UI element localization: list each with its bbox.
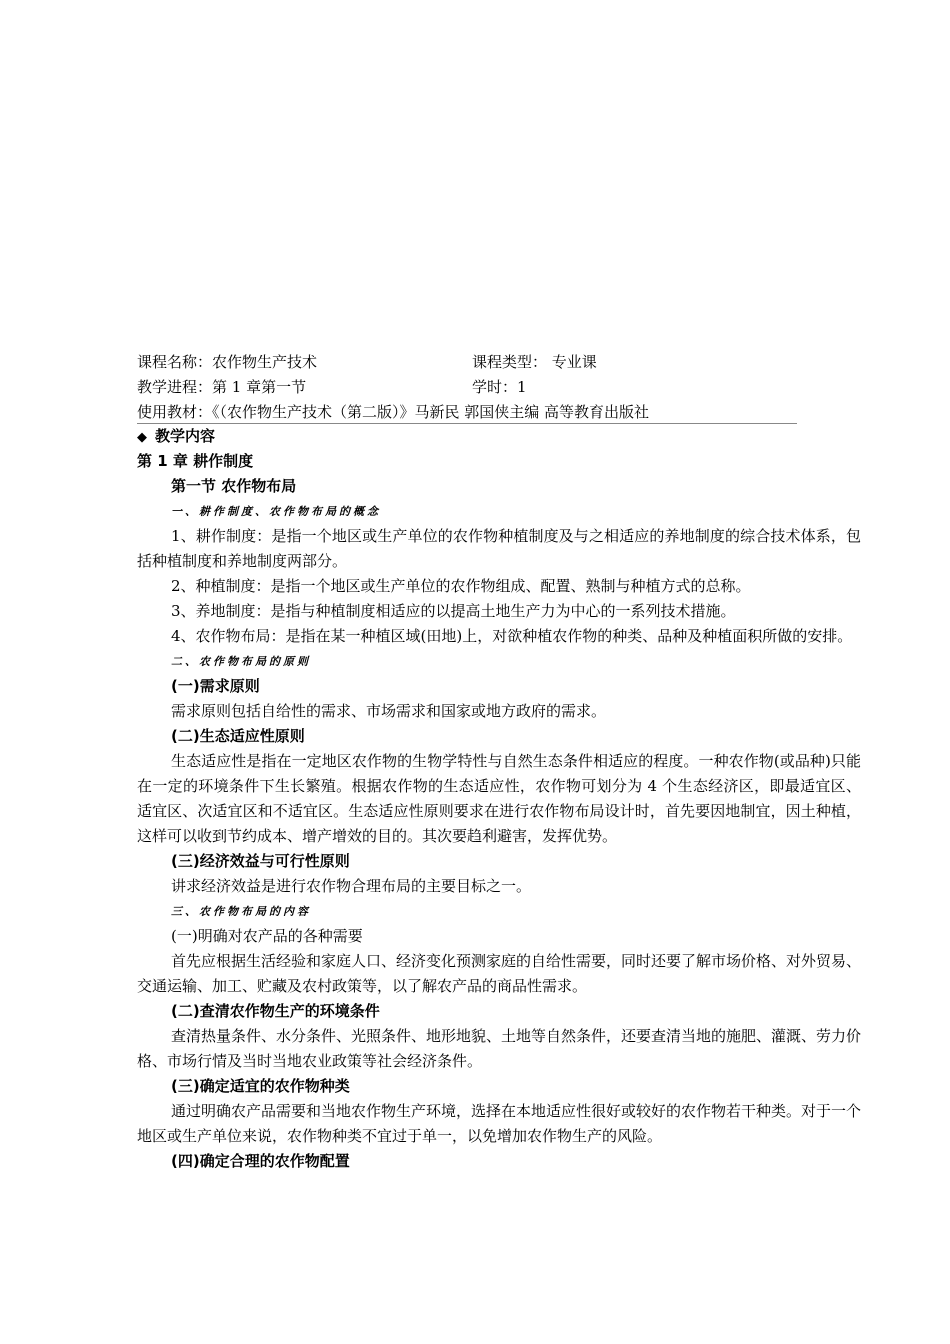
paragraph-10: 通过明确农产品需要和当地农作物生产环境，选择在本地适应性很好或较好的农作物若干种类。对于一个地区或生产单位来说，农作物种类不宜过于单一，以免增加农作物生产的风险。 [137,1102,862,1145]
paragraph-1: 1、耕作制度：是指一个地区或生产单位的农作物种植制度及与之相适应的养地制度的综合技术体系，包括种植制度和养地制度两部分。 [137,527,861,570]
subheading-1: (一)需求原则 [171,677,260,695]
subheading-5: (二)查清农作物生产的环境条件 [171,1002,380,1020]
paragraph-6: 生态适应性是指在一定地区农作物的生物学特性与自然生态条件相适应的程度。一种农作物(或品种)只能在一定的环境条件下生长繁殖。根据农作物的生态适应性，农作物可划分为 4 个生态经济区，即最适宜区、适宜区、次适宜区和不适宜区。生态适应性原则要求在进行农作物布局设计时，首先要因地制宜，因土种植，这样可以收到节约成本、增产增效的目的。其次要趋利避害，发挥优势。 [137,752,861,845]
section-label: 教学内容 [155,427,216,445]
document-page [137,350,861,1174]
heading-1: 一、耕作制度、农作物布局的概念 [171,505,381,518]
meta-row-2 [137,375,861,400]
section-title: 第一节 农作物布局 [171,477,297,495]
course-name: 课程名称：农作物生产技术 [137,353,318,371]
class-hours: 学时：1 [472,378,527,396]
paragraph-8: 首先应根据生活经验和家庭人口、经济变化预测家庭的自给性需要，同时还要了解市场价格、对外贸易、交通运输、加工、贮藏及农村政策等，以了解农产品的商品性需求。 [137,952,862,995]
subheading-6: (三)确定适宜的农作物种类 [171,1077,350,1095]
paragraph-2: 2、种植制度：是指一个地区或生产单位的农作物组成、配置、熟制与种植方式的总称。 [171,577,751,595]
subheading-2: (二)生态适应性原则 [171,727,305,745]
teaching-progress: 教学进程：第 1 章第一节 [137,378,307,396]
chapter-title: 第 1 章 耕作制度 [137,452,254,470]
heading-2: 二、农作物布局的原则 [171,655,311,668]
diamond-icon: ◆ [137,430,147,445]
paragraph-7: 讲求经济效益是进行农作物合理布局的主要目标之一。 [171,877,532,895]
paragraph-3: 3、养地制度：是指与种植制度相适应的以提高土地生产力为中心的一系列技术措施。 [171,602,736,620]
course-type: 课程类型： 专业课 [472,353,597,371]
paragraph-4: 4、农作物布局：是指在某一种植区域(田地)上，对欲种植农作物的种类、品种及种植面积所做的安排。 [171,627,853,645]
paragraph-5: 需求原则包括自给性的需求、市场需求和国家或地方政府的需求。 [171,702,607,720]
textbook-line: 使用教材：《（农作物生产技术（第二版）》马新民 郭国侠主编 高等教育出版社 [137,403,650,421]
subheading-7: (四)确定合理的农作物配置 [171,1152,350,1170]
meta-row-1 [137,350,861,375]
section-heading [137,424,861,449]
subheading-3: (三)经济效益与可行性原则 [171,852,350,870]
subheading-4: (一)明确对农产品的各种需要 [171,927,363,945]
heading-3: 三、农作物布局的内容 [171,905,311,918]
paragraph-9: 查清热量条件、水分条件、光照条件、地形地貌、土地等自然条件，还要查清当地的施肥、灌溉、劳力价格、市场行情及当时当地农业政策等社会经济条件。 [137,1027,862,1070]
